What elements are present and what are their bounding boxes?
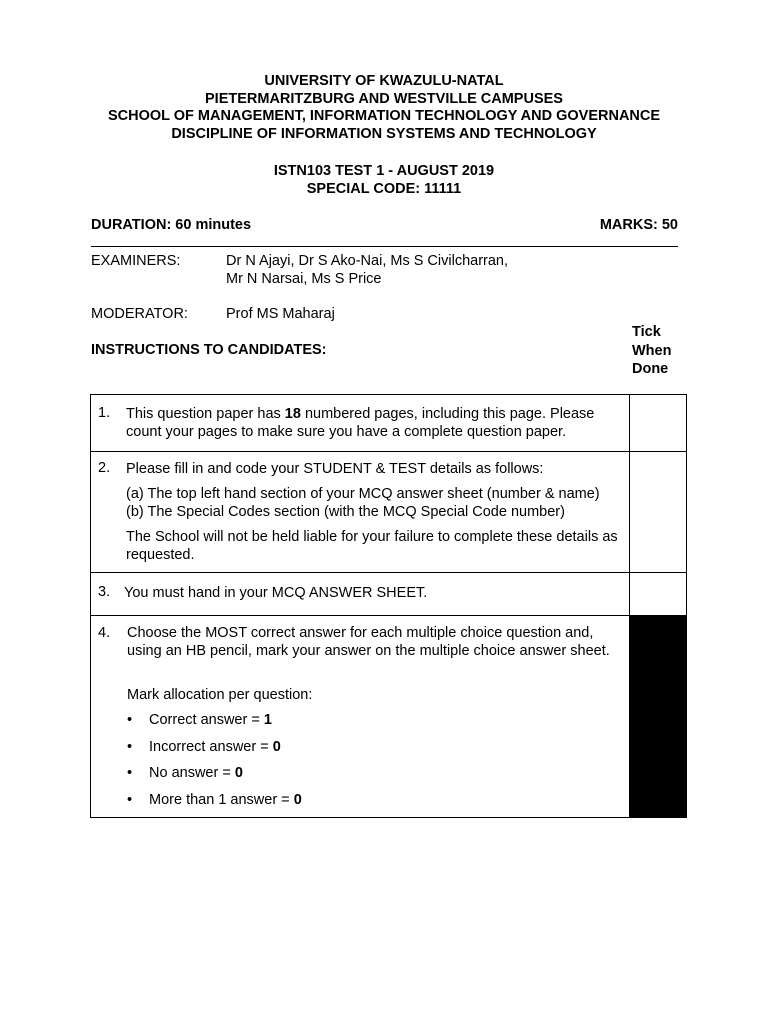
divider: [91, 246, 678, 247]
subitem-a: (a) The top left hand section of your MCQ answer sheet (number & name): [126, 486, 600, 502]
instruction-text-1: [126, 405, 621, 441]
tick-box-4-shaded: [630, 616, 687, 818]
instruction-text-part: This question paper has: [126, 406, 285, 422]
bullet-icon: •: [127, 765, 133, 781]
bullet-label: Correct answer =: [149, 712, 264, 728]
moderator-label: MODERATOR:: [91, 306, 188, 322]
test-title: ISTN103 TEST 1 - AUGUST 2019: [273, 163, 495, 179]
campuses: PIETERMARITZBURG AND WESTVILLE CAMPUSES: [205, 90, 563, 107]
university-name: UNIVERSITY OF KWAZULU-NATAL: [264, 73, 504, 89]
tick-when-done-heading: [632, 323, 671, 379]
instruction-subitems: [126, 485, 621, 521]
bullet-value: 0: [234, 765, 243, 781]
discipline-name: DISCIPLINE OF INFORMATION SYSTEMS AND TECHNOLOGY: [171, 125, 597, 142]
instruction-row-2: [91, 452, 687, 573]
school-name: SCHOOL OF MANAGEMENT, INFORMATION TECHNOLOGY AND GOVERNANCE: [107, 108, 661, 125]
examiners-line-1: Dr N Ajayi, Dr S Ako-Nai, Ms S Civilcharran,: [226, 253, 509, 269]
instruction-number: 2.: [98, 460, 111, 476]
total-marks: MARKS: 50: [599, 217, 678, 233]
tick-box-1[interactable]: [630, 395, 687, 452]
done-word: Done: [632, 361, 669, 377]
bullet-label: No answer =: [149, 765, 235, 781]
tick-box-3[interactable]: [630, 573, 687, 616]
bullet-value: 0: [293, 792, 302, 808]
when-word: When: [632, 342, 672, 359]
bullet-value: 0: [272, 739, 281, 755]
instructions-heading: INSTRUCTIONS TO CANDIDATES:: [91, 342, 327, 358]
test-details: [0, 163, 768, 198]
instruction-number: 1.: [98, 405, 111, 421]
bullet-value: 1: [263, 712, 272, 728]
bullet-label: Incorrect answer =: [149, 739, 273, 755]
duration: DURATION: 60 minutes: [91, 217, 252, 233]
instruction-number: 4.: [98, 625, 111, 641]
instruction-text-2: Please fill in and code your STUDENT & TEST details as follows:: [126, 461, 544, 477]
bullet-icon: •: [127, 792, 133, 808]
instruction-text-4: Choose the MOST correct answer for each multiple choice question and, using an HB pencil, mark your answer on the multiple choice answer sheet.: [127, 625, 610, 659]
mark-allocation-label: Mark allocation per question:: [127, 687, 313, 703]
examiners-names: [226, 253, 508, 289]
tick-box-2[interactable]: [630, 452, 687, 573]
instruction-text-part: numbered pages, including this page. Please count your pages to make sure you have a complete question paper.: [126, 406, 595, 440]
instruction-row-4: [91, 616, 687, 818]
bullet-icon: •: [127, 739, 133, 755]
examiners-label: EXAMINERS:: [91, 253, 181, 269]
subitem-b: (b) The Special Codes section (with the MCQ Special Code number): [126, 504, 565, 520]
liability-note: The School will not be held liable for your failure to complete these details as requested.: [126, 529, 618, 563]
tick-word: Tick: [632, 324, 661, 340]
examiners-line-2: Mr N Narsai, Ms S Price: [226, 270, 382, 287]
institution-header: [0, 73, 768, 143]
bullet-icon: •: [127, 712, 133, 728]
instruction-row-1: [91, 395, 687, 452]
special-code: SPECIAL CODE: 11111: [306, 180, 462, 197]
bullet-label: More than 1 answer =: [149, 792, 294, 808]
instructions-table: [90, 394, 687, 818]
moderator-name: Prof MS Maharaj: [226, 306, 335, 322]
page-count: 18: [284, 406, 301, 422]
instruction-text-3: You must hand in your MCQ ANSWER SHEET.: [124, 585, 428, 601]
instruction-number: 3.: [98, 584, 111, 600]
instruction-row-3: [91, 573, 687, 616]
